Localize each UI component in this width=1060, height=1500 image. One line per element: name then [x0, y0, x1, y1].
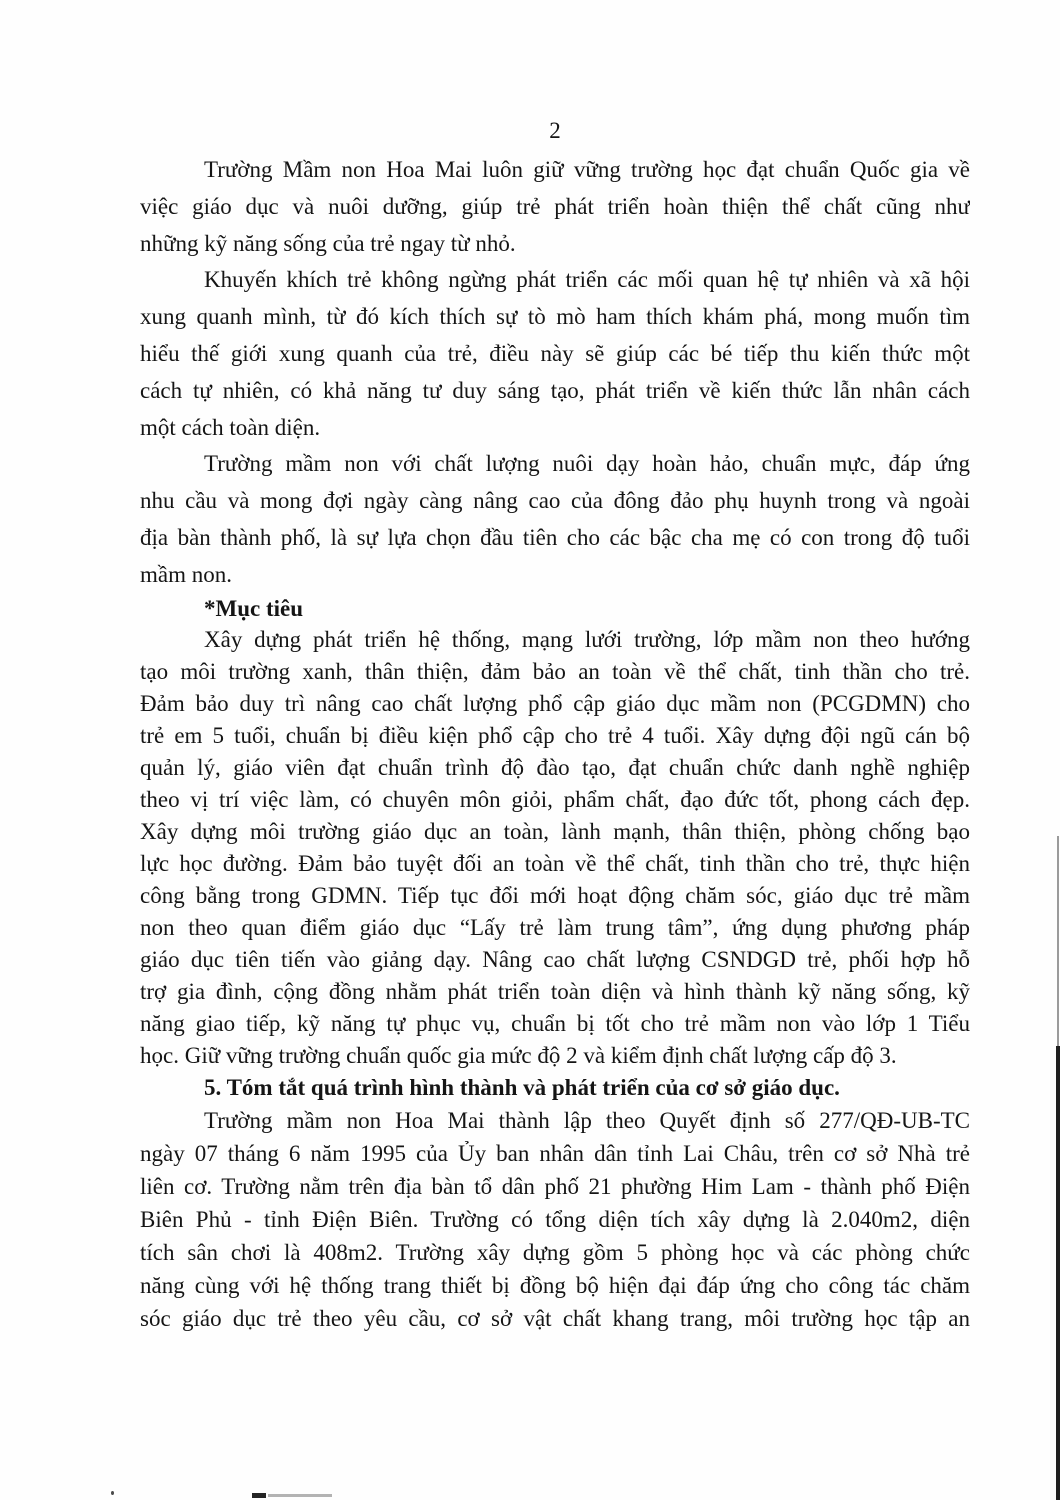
section-heading	[140, 1072, 970, 1104]
text-line: theo vị trí việc làm, có chuyên môn giỏi, phẩm chất, đạo đức tốt, phong cách đẹp.	[140, 786, 970, 812]
paragraph	[140, 446, 970, 593]
text-line: Trường Mầm non Hoa Mai luôn giữ vững trường học đạt chuẩn Quốc gia về	[204, 157, 970, 182]
text-line: tích sân chơi là 408m2. Trường xây dựng gồm 5 phòng học và các phòng chức	[140, 1239, 970, 1265]
text-line: một cách toàn diện.	[140, 414, 321, 440]
text-line: nhu cầu và mong đợi ngày càng nâng cao của đông đảo phụ huynh trong và ngoài	[140, 488, 970, 514]
scan-artifact-right-edge-line-gray	[1057, 836, 1059, 1048]
scan-artifact-bottom-dot	[111, 1491, 114, 1495]
text-line: trợ gia đình, cộng đồng nhằm phát triển toàn diện và hình thành kỹ năng sống, kỹ	[140, 978, 970, 1004]
text-line: quản lý, giáo viên đạt chuẩn trình độ đào tạo, đạt chuẩn chức danh nghề nghiệp	[140, 754, 970, 780]
heading-line: *Mục tiêu	[204, 595, 304, 621]
heading-line: 5. Tóm tắt quá trình hình thành và phát triển của cơ sở giáo dục.	[204, 1074, 840, 1100]
scan-artifact-bottom-smudge-faint	[268, 1494, 332, 1497]
text-line: liên cơ. Trường nằm trên địa bàn tổ dân phố 21 phường Him Lam - thành phố Điện	[140, 1173, 970, 1199]
paragraph	[140, 1104, 970, 1335]
text-line: cách tự nhiên, có khả năng tư duy sáng tạo, phát triển về kiến thức lẫn nhân cách	[140, 377, 970, 403]
paragraph	[140, 624, 970, 1072]
text-line: Biên Phủ - tỉnh Điện Biên. Trường có tổng diện tích xây dựng là 2.040m2, diện	[140, 1206, 970, 1232]
section-heading	[140, 594, 970, 624]
scan-artifact-right-edge-line-black	[1056, 1046, 1060, 1500]
text-line: Đảm bảo duy trì nâng cao chất lượng phổ cập giáo dục mầm non (PCGDMN) cho	[140, 690, 970, 716]
text-line: Trường mầm non Hoa Mai thành lập theo Quyết định số 277/QĐ-UB-TC	[204, 1107, 970, 1133]
document-body	[140, 152, 970, 1335]
text-line: lực học đường. Đảm bảo tuyệt đối an toàn về thể chất, tinh thần cho trẻ, thực hiện	[140, 850, 970, 876]
text-line: sóc giáo dục trẻ theo yêu cầu, cơ sở vật chất khang trang, môi trường học tập an	[140, 1305, 970, 1331]
text-line: xung quanh mình, từ đó kích thích sự tò mò ham thích khám phá, mong muốn tìm	[140, 304, 970, 330]
text-line: công bằng trong GDMN. Tiếp tục đổi mới hoạt động chăm sóc, giáo dục trẻ mầm	[140, 882, 970, 908]
text-line: ngày 07 tháng 6 năm 1995 của Ủy ban nhân dân tỉnh Lai Châu, trên cơ sở Nhà trẻ	[140, 1140, 970, 1166]
text-line: hiểu thế giới xung quanh của trẻ, điều này sẽ giúp các bé tiếp thu kiến thức một	[140, 340, 970, 366]
text-line: những kỹ năng sống của trẻ ngay từ nhỏ.	[140, 230, 516, 256]
text-line: năng giao tiếp, kỹ năng tự phục vụ, chuẩn bị tốt cho trẻ mầm non vào lớp 1 Tiểu	[140, 1010, 970, 1036]
text-line: tạo môi trường xanh, thân thiện, đảm bảo an toàn về thể chất, tinh thần cho trẻ.	[140, 658, 970, 684]
paragraph	[140, 152, 970, 262]
text-line: mầm non.	[140, 561, 232, 587]
text-line: học. Giữ vững trường chuẩn quốc gia mức độ 2 và kiểm định chất lượng cấp độ 3.	[140, 1042, 897, 1068]
page-number: 2	[549, 118, 561, 143]
scan-artifact-bottom-smudge-dark	[252, 1493, 266, 1498]
text-line: năng cùng với hệ thống trang thiết bị đồng bộ hiện đại đáp ứng cho công tác chăm	[140, 1272, 970, 1298]
text-line: Khuyến khích trẻ không ngừng phát triển các mối quan hệ tự nhiên và xã hội	[204, 267, 970, 293]
text-line: Trường mầm non với chất lượng nuôi dạy hoàn hảo, chuẩn mực, đáp ứng	[204, 451, 970, 477]
text-line: địa bàn thành phố, là sự lựa chọn đầu tiên cho các bậc cha mẹ có con trong độ tuổi	[140, 524, 970, 550]
text-line: việc giáo dục và nuôi dưỡng, giúp trẻ phát triển hoàn thiện thể chất cũng như	[140, 193, 970, 219]
text-line: non theo quan điểm giáo dục “Lấy trẻ làm trung tâm”, ứng dụng phương pháp	[140, 914, 970, 940]
paragraph	[140, 262, 970, 446]
text-line: giáo dục tiên tiến vào giảng dạy. Nâng cao chất lượng CSNDGD trẻ, phối hợp hỗ	[140, 946, 970, 972]
text-line: trẻ em 5 tuổi, chuẩn bị điều kiện phổ cập cho trẻ 4 tuổi. Xây dựng đội ngũ cán bộ	[140, 722, 970, 748]
text-line: Xây dựng môi trường giáo dục an toàn, lành mạnh, thân thiện, phòng chống bạo	[140, 818, 970, 844]
text-line: Xây dựng phát triển hệ thống, mạng lưới trường, lớp mầm non theo hướng	[204, 626, 970, 652]
